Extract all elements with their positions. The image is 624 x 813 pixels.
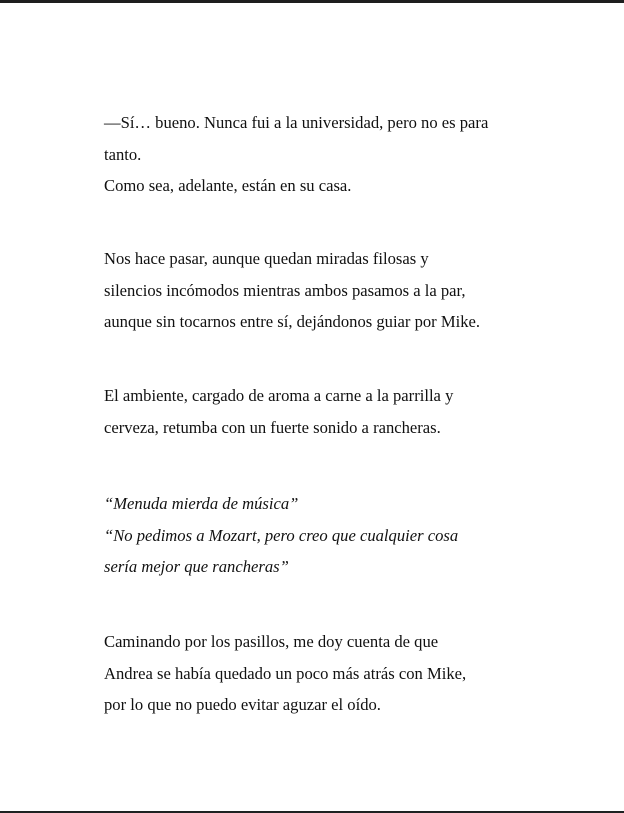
text-line: Caminando por los pasillos, me doy cuenta de que: [104, 632, 439, 651]
top-border: [0, 0, 624, 3]
text-line: “Menuda mierda de música”: [104, 494, 299, 513]
paragraph-thoughts: [104, 488, 544, 583]
text-line: aunque sin tocarnos entre sí, dejándonos guiar por Mike.: [104, 312, 481, 332]
text-line: tanto.: [104, 144, 142, 164]
text-line: Como sea, adelante, están en su casa.: [104, 176, 352, 196]
text-line: por lo que no puedo evitar aguzar el oído.: [104, 695, 381, 715]
paragraph-hallway: [104, 626, 544, 721]
paragraph-entrance: [104, 243, 544, 338]
text-line: Andrea se había quedado un poco más atrás con Mike,: [104, 663, 467, 683]
text-line: —Sí… bueno. Nunca fui a la universidad, pero no es para: [104, 113, 489, 132]
text-line: cerveza, retumba con un fuerte sonido a rancheras.: [104, 417, 441, 437]
text-line: sería mejor que rancheras”: [104, 557, 289, 577]
paragraph-ambience: [104, 380, 544, 443]
text-line: “No pedimos a Mozart, pero creo que cualquier cosa: [104, 525, 459, 545]
text-line: silencios incómodos mientras ambos pasamos a la par,: [104, 280, 466, 300]
text-line: El ambiente, cargado de aroma a carne a la parrilla y: [104, 386, 454, 405]
paragraph-dialogue: [104, 107, 544, 202]
text-line: Nos hace pasar, aunque quedan miradas filosas y: [104, 249, 429, 268]
